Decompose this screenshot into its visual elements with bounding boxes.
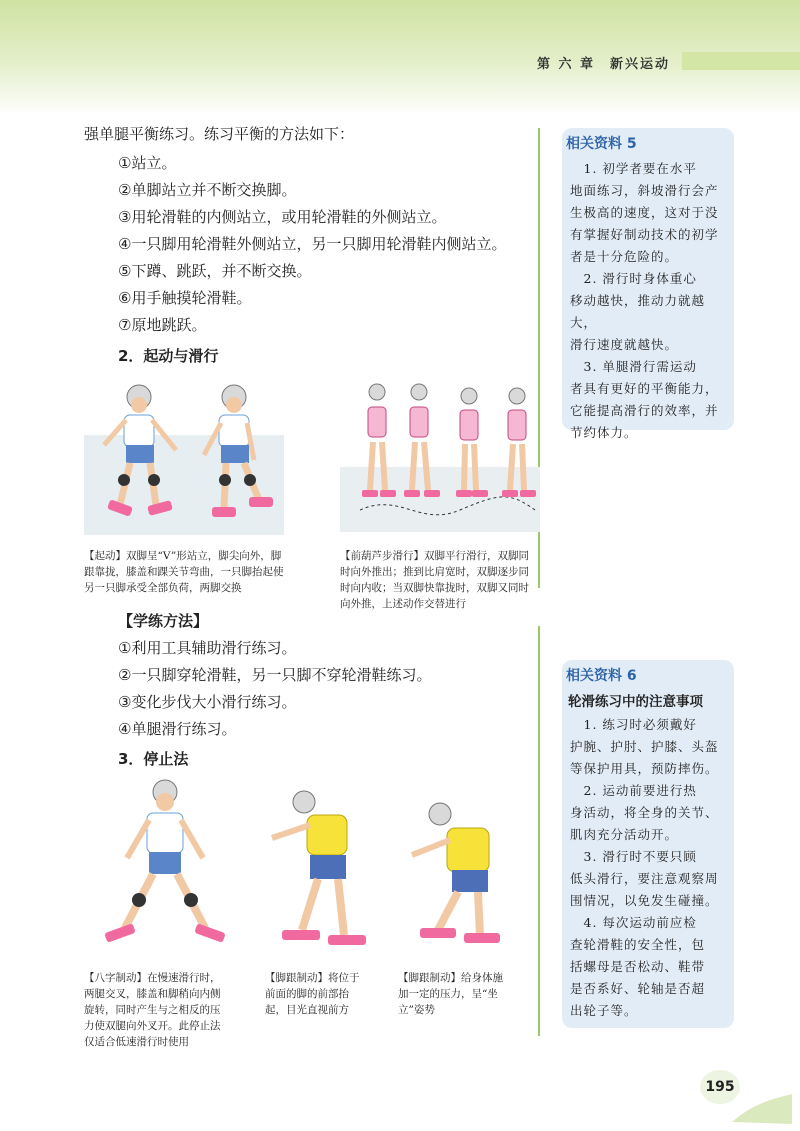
caption-eight-line: 【八字制动】在慢速滑行时， [84, 972, 221, 984]
note6-line: 低头滑行，要注意观察周 [570, 871, 719, 886]
balance-method-3: ③用轮滑鞋的内侧站立，或用轮滑鞋的外侧站立。 [118, 208, 447, 226]
caption-start-line: 另一只脚承受全部负荷，两脚交换 [84, 582, 242, 594]
note5-line: 地面练习，斜坡滑行会产 [570, 183, 719, 198]
note6-line: 括螺母是否松动、鞋带 [570, 959, 706, 974]
caption-eight-line: 力使双腿向外叉开。此停止法 [84, 1020, 221, 1032]
note5-line: 生极高的速度，这对于没 [570, 205, 719, 220]
note6-line: 4. 每次运动前应检 [570, 915, 697, 930]
caption-eight-brake [84, 970, 221, 1050]
note6-line: 等保护用具，预防摔伤。 [570, 761, 719, 776]
heel-brake-illustration-1 [262, 790, 382, 955]
note5-line: 者是十分危险的。 [570, 249, 679, 264]
note5-line: 它能提高滑行的效率，并 [570, 403, 719, 418]
caption-eight-line: 仅适合低速滑行时使用 [84, 1036, 189, 1048]
note5-line: 者具有更好的平衡能力， [570, 381, 719, 396]
caption-heel2-line: 加一定的压力，呈“坐 [398, 988, 498, 1000]
note6-line: 肌肉充分活动开。 [570, 827, 679, 842]
note6-line: 身活动，将全身的关节、 [570, 805, 719, 820]
caption-gourd-line: 【前葫芦步滑行】双脚平行滑行，双脚同 [340, 550, 529, 562]
balance-method-6: ⑥用手触摸轮滑鞋。 [118, 289, 252, 307]
caption-eight-line: 旋转，同时产生与之相反的压 [84, 1004, 221, 1016]
caption-front-gourd [340, 548, 529, 612]
practice-item-3: ③变化步伐大小滑行练习。 [118, 693, 297, 711]
caption-start-line: 【起动】双脚呈“V”形站立，脚尖向外，脚 [84, 550, 282, 562]
balance-method-2: ②单脚站立并不断交换脚。 [118, 181, 297, 199]
balance-method-4: ④一只脚用轮滑鞋外侧站立，另一只脚用轮滑鞋内侧站立。 [118, 235, 507, 253]
note6-line: 3. 滑行时不要只顾 [570, 849, 697, 864]
practice-item-2: ②一只脚穿轮滑鞋，另一只脚不穿轮滑鞋练习。 [118, 666, 432, 684]
note6-line: 是否系好、轮轴是否超 [570, 981, 706, 996]
note5-body [562, 158, 734, 444]
front-gourd-glide-illustration [340, 382, 540, 532]
note6-line: 2. 运动前要进行热 [570, 783, 697, 798]
note6-body [562, 714, 734, 1022]
note6-line: 围情况，以免发生碰撞。 [570, 893, 719, 908]
caption-eight-line: 两腿交叉，膝盖和脚稍向内侧 [84, 988, 221, 1000]
section-title-stopping: 3．停止法 [118, 750, 189, 768]
note5-line: 有掌握好制动技术的初学 [570, 227, 719, 242]
related-info-6-title: 相关资料 6 [566, 668, 637, 684]
note6-heading: 轮滑练习中的注意事项 [568, 694, 703, 710]
related-info-5-title: 相关资料 5 [566, 136, 637, 152]
heel-brake-illustration-2 [402, 800, 522, 955]
eight-brake-illustration [95, 778, 235, 960]
note6-line: 护腕、护肘、护膝、头盔 [570, 739, 719, 754]
note5-line: 移动越快，推动力就越大， [570, 293, 706, 330]
caption-heel1-line: 前面的脚的前部抬 [265, 988, 349, 1000]
margin-rule-bottom [538, 626, 540, 1036]
note5-line: 1. 初学者要在水平 [570, 161, 697, 176]
note5-line: 节约体力。 [570, 425, 638, 440]
note6-line: 1. 练习时必须戴好 [570, 717, 697, 732]
caption-start-line: 跟靠拢，膝盖和踝关节弯曲，一只脚抬起使 [84, 566, 284, 578]
start-stance-illustration [84, 375, 284, 535]
practice-title: 【学练方法】 [118, 612, 209, 630]
practice-item-4: ④单腿滑行练习。 [118, 720, 237, 738]
note5-line: 3. 单腿滑行需运动 [570, 359, 697, 374]
balance-method-7: ⑦原地跳跃。 [118, 316, 207, 334]
balance-method-5: ⑤下蹲、跳跃，并不断交换。 [118, 262, 312, 280]
header-band [0, 0, 800, 115]
chapter-title: 第 六 章 新兴运动 [536, 57, 670, 72]
caption-heel1-line: 【脚跟制动】将位于 [265, 972, 360, 984]
caption-gourd-line: 向外推，上述动作交替进行 [340, 598, 466, 610]
balance-method-1: ①站立。 [118, 154, 177, 172]
caption-heel2-line: 立”姿势 [398, 1004, 435, 1016]
section-title-start-and-glide: 2．起动与滑行 [118, 347, 219, 365]
caption-start [84, 548, 284, 596]
caption-heel-brake-2 [398, 970, 503, 1018]
note5-line: 滑行速度就越快。 [570, 337, 679, 352]
chapter-bar [682, 52, 800, 70]
caption-heel-brake-1 [265, 970, 360, 1018]
note5-line: 2. 滑行时身体重心 [570, 271, 697, 286]
note6-line: 查轮滑鞋的安全性，包 [570, 937, 706, 952]
practice-item-1: ①利用工具辅助滑行练习。 [118, 639, 297, 657]
note6-line: 出轮子等。 [570, 1003, 638, 1018]
caption-gourd-line: 时向外推出；推到比肩宽时，双脚逐步同 [340, 566, 529, 578]
caption-gourd-line: 时向内收；当双脚快靠拢时，双脚又同时 [340, 582, 529, 594]
related-info-5-box [562, 128, 734, 440]
related-info-6-box [562, 660, 734, 1028]
intro-text: 强单腿平衡练习。练习平衡的方法如下： [84, 125, 355, 143]
page-number: 195 [700, 1070, 740, 1104]
caption-heel2-line: 【脚跟制动】给身体施 [398, 972, 503, 984]
leaf-ornament-icon [732, 1094, 792, 1124]
caption-heel1-line: 起，目光直视前方 [265, 1004, 349, 1016]
